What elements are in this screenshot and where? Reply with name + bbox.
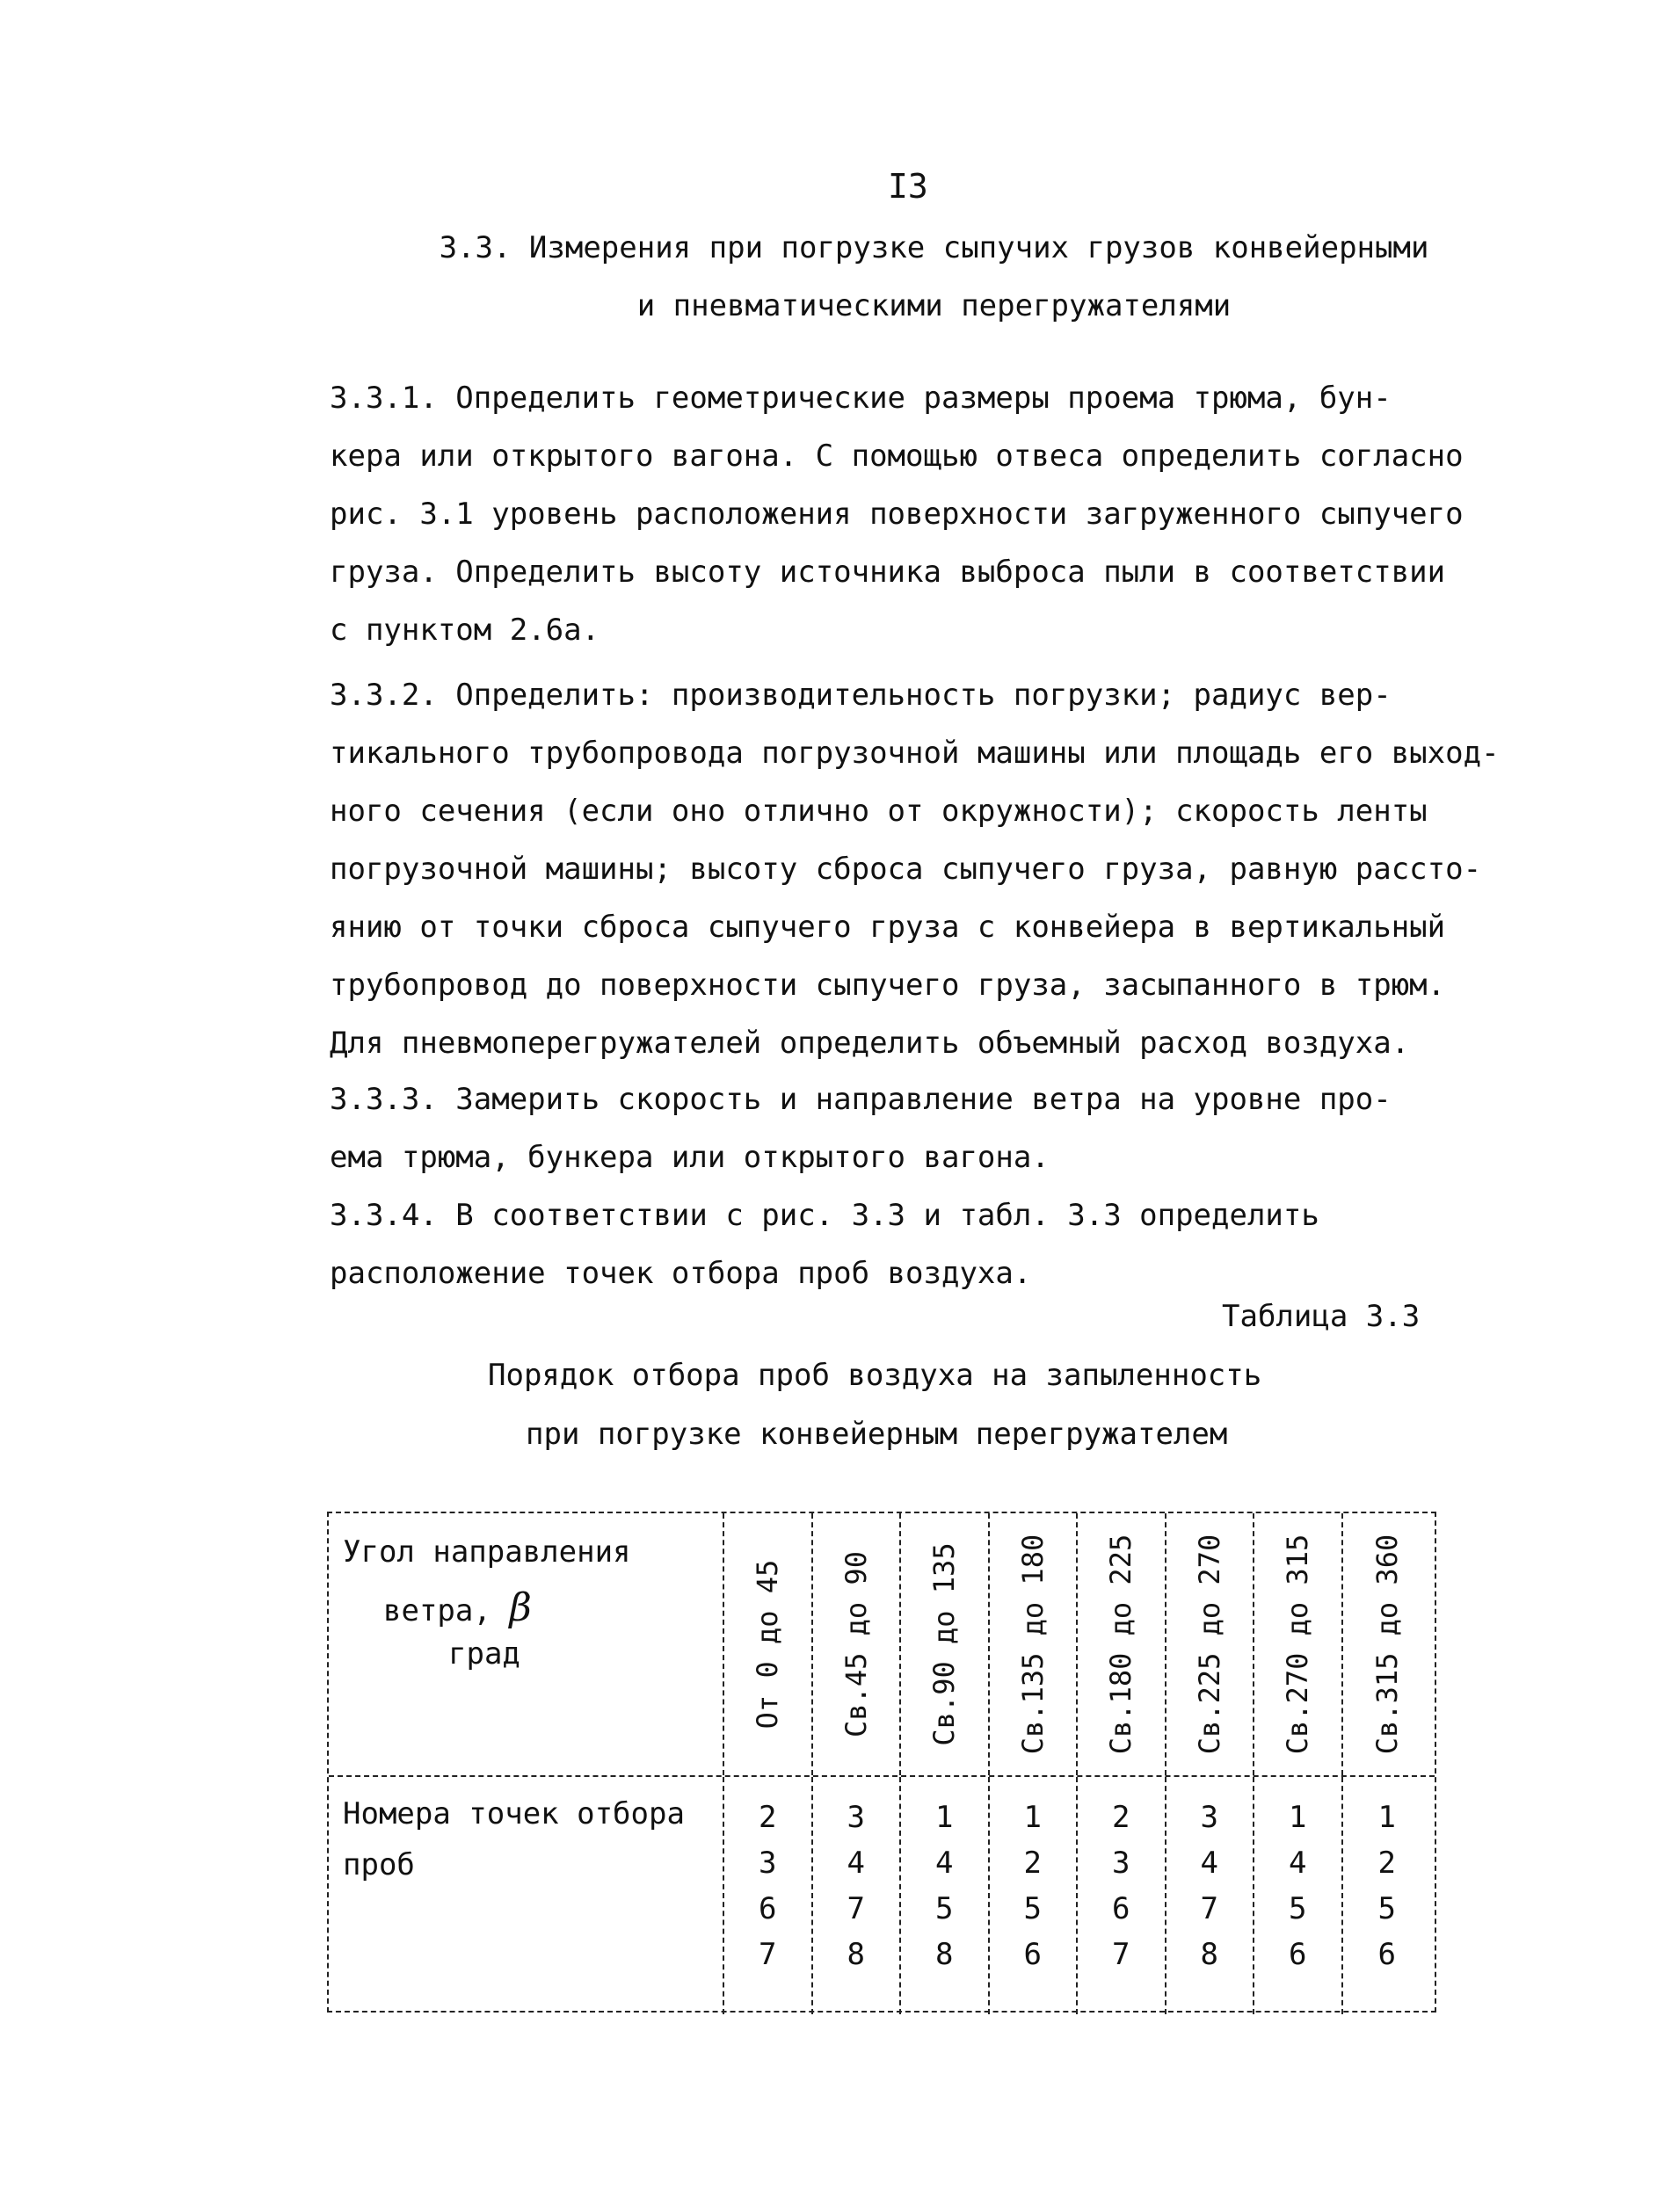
point-number: 8	[935, 1937, 954, 1972]
header-column-cell	[813, 1513, 902, 1775]
header-column-cell	[1254, 1513, 1343, 1775]
point-number: 5	[935, 1891, 954, 1926]
header-column-cell	[1343, 1513, 1432, 1775]
body-column-cell	[1343, 1777, 1432, 2014]
paragraph-line: 3.3.2. Определить: производительность погрузки; радиус вер-	[330, 678, 1392, 713]
point-number: 7	[759, 1937, 777, 1972]
paragraph-3-3-1	[330, 369, 1472, 659]
point-number: 5	[1023, 1891, 1042, 1926]
table-number: Таблица 3.3	[1222, 1299, 1421, 1334]
paragraph-line: 3.3.4. В соответствии с рис. 3.3 и табл. 3.3 определить	[330, 1198, 1319, 1233]
header-label-cell	[329, 1513, 724, 1775]
point-number-stack	[813, 1795, 900, 1977]
point-number: 1	[1377, 1800, 1396, 1835]
point-number: 6	[759, 1891, 777, 1926]
point-number: 3	[1200, 1800, 1218, 1835]
angle-range-label: Св.45 до 90	[839, 1551, 873, 1737]
section-heading-line-2: и пневматическими перегружателями	[636, 288, 1232, 323]
section-heading-line-1: 3.3. Измерения при погрузке сыпучих грузов конвейерными	[439, 230, 1429, 265]
point-number-stack	[990, 1795, 1077, 1977]
point-number-stack	[1254, 1795, 1341, 1977]
point-number: 4	[847, 1846, 865, 1881]
paragraph-line: погрузочной машины; высоту сброса сыпучего груза, равную рассто-	[330, 852, 1482, 887]
body-column-cell	[1166, 1777, 1255, 2014]
table-title-line-2: при погрузке конвейерным перегружателем	[526, 1417, 1228, 1452]
angle-range-label: Св.225 до 270	[1192, 1534, 1226, 1755]
paragraph-line: кера или открытого вагона. С помощью отвеса определить согласно	[330, 439, 1464, 474]
header-column-cell	[1166, 1513, 1255, 1775]
paragraph-line: с пунктом 2.6а.	[330, 613, 600, 648]
body-label-line-2: проб	[343, 1847, 415, 1882]
body-column-cell	[724, 1777, 813, 2014]
header-label-unit: град	[448, 1636, 520, 1672]
paragraph-line: расположение точек отбора проб воздуха.	[330, 1256, 1032, 1291]
angle-range-label: Св.90 до 135	[927, 1542, 962, 1746]
point-number: 4	[935, 1846, 954, 1881]
paragraph-line: ного сечения (если оно отлично от окружности); скорость ленты	[330, 794, 1428, 829]
angle-range-label: От 0 до 45	[751, 1559, 785, 1730]
header-column-cell	[990, 1513, 1079, 1775]
body-column-cell	[1254, 1777, 1343, 2014]
body-column-cell	[813, 1777, 902, 2014]
point-number: 7	[1200, 1891, 1218, 1926]
point-number: 7	[1112, 1937, 1130, 1972]
point-number-stack	[724, 1795, 811, 1977]
angle-range-label: Св.315 до 360	[1370, 1534, 1404, 1755]
page-number: I3	[888, 167, 928, 206]
paragraph-3-3-3	[330, 1070, 1472, 1186]
paragraph-line: рис. 3.1 уровень расположения поверхности загруженного сыпучего	[330, 497, 1464, 532]
point-number: 4	[1200, 1846, 1218, 1881]
angle-range-label: Св.135 до 180	[1015, 1534, 1050, 1755]
paragraph-line: тикального трубопровода погрузочной машины или площадь его выход-	[330, 736, 1500, 771]
header-column-cell	[724, 1513, 813, 1775]
point-number: 2	[1377, 1846, 1396, 1881]
body-column-cell	[990, 1777, 1079, 2014]
point-number: 3	[847, 1800, 865, 1835]
point-number: 6	[1377, 1937, 1396, 1972]
point-number-stack	[1078, 1795, 1165, 1977]
body-column-cell	[1078, 1777, 1166, 2014]
body-column-cell	[901, 1777, 990, 2014]
header-label-line-1: Угол направления	[343, 1534, 631, 1570]
point-number: 5	[1377, 1891, 1396, 1926]
point-number: 6	[1112, 1891, 1130, 1926]
point-number: 5	[1289, 1891, 1307, 1926]
paragraph-line: трубопровод до поверхности сыпучего груза, засыпанного в трюм.	[330, 968, 1446, 1003]
point-number: 4	[1289, 1846, 1307, 1881]
point-number: 3	[759, 1846, 777, 1881]
body-label-cell	[329, 1777, 724, 2014]
point-number: 1	[1023, 1800, 1042, 1835]
beta-symbol: β	[509, 1585, 532, 1630]
body-label-line-1: Номера точек отбора	[343, 1796, 685, 1831]
table-body-row	[329, 1777, 1435, 2014]
angle-range-label: Св.270 до 315	[1281, 1534, 1315, 1755]
table-title-line-1: Порядок отбора проб воздуха на запыленность	[488, 1358, 1262, 1393]
point-number-stack	[1343, 1795, 1432, 1977]
point-number: 8	[847, 1937, 865, 1972]
paragraph-line: груза. Определить высоту источника выброса пыли в соответствии	[330, 555, 1446, 590]
point-number: 3	[1112, 1846, 1130, 1881]
point-number: 1	[935, 1800, 954, 1835]
paragraph-3-3-4	[330, 1186, 1472, 1302]
paragraph-line: янию от точки сброса сыпучего груза с конвейера в вертикальный	[330, 910, 1446, 945]
paragraph-3-3-2	[330, 666, 1500, 1072]
point-number-stack	[901, 1795, 988, 1977]
point-number: 2	[1112, 1800, 1130, 1835]
point-number: 7	[847, 1891, 865, 1926]
sampling-order-table	[327, 1512, 1436, 2013]
point-number: 6	[1023, 1937, 1042, 1972]
point-number-stack	[1166, 1795, 1254, 1977]
header-label-wind: ветра,	[383, 1593, 491, 1628]
paragraph-line: ема трюма, бункера или открытого вагона.	[330, 1140, 1050, 1175]
point-number: 2	[1023, 1846, 1042, 1881]
paragraph-line: 3.3.3. Замерить скорость и направление ветра на уровне про-	[330, 1082, 1392, 1117]
point-number: 8	[1200, 1937, 1218, 1972]
paragraph-line: 3.3.1. Определить геометрические размеры проема трюма, бун-	[330, 381, 1392, 416]
header-column-cell	[1078, 1513, 1166, 1775]
angle-range-label: Св.180 до 225	[1104, 1534, 1138, 1755]
point-number: 6	[1289, 1937, 1307, 1972]
header-label-line-2	[383, 1585, 532, 1630]
point-number: 2	[759, 1800, 777, 1835]
table-header-row	[329, 1513, 1435, 1777]
paragraph-line: Для пневмоперегружателей определить объемный расход воздуха.	[330, 1026, 1410, 1061]
point-number: 1	[1289, 1800, 1307, 1835]
header-column-cell	[901, 1513, 990, 1775]
